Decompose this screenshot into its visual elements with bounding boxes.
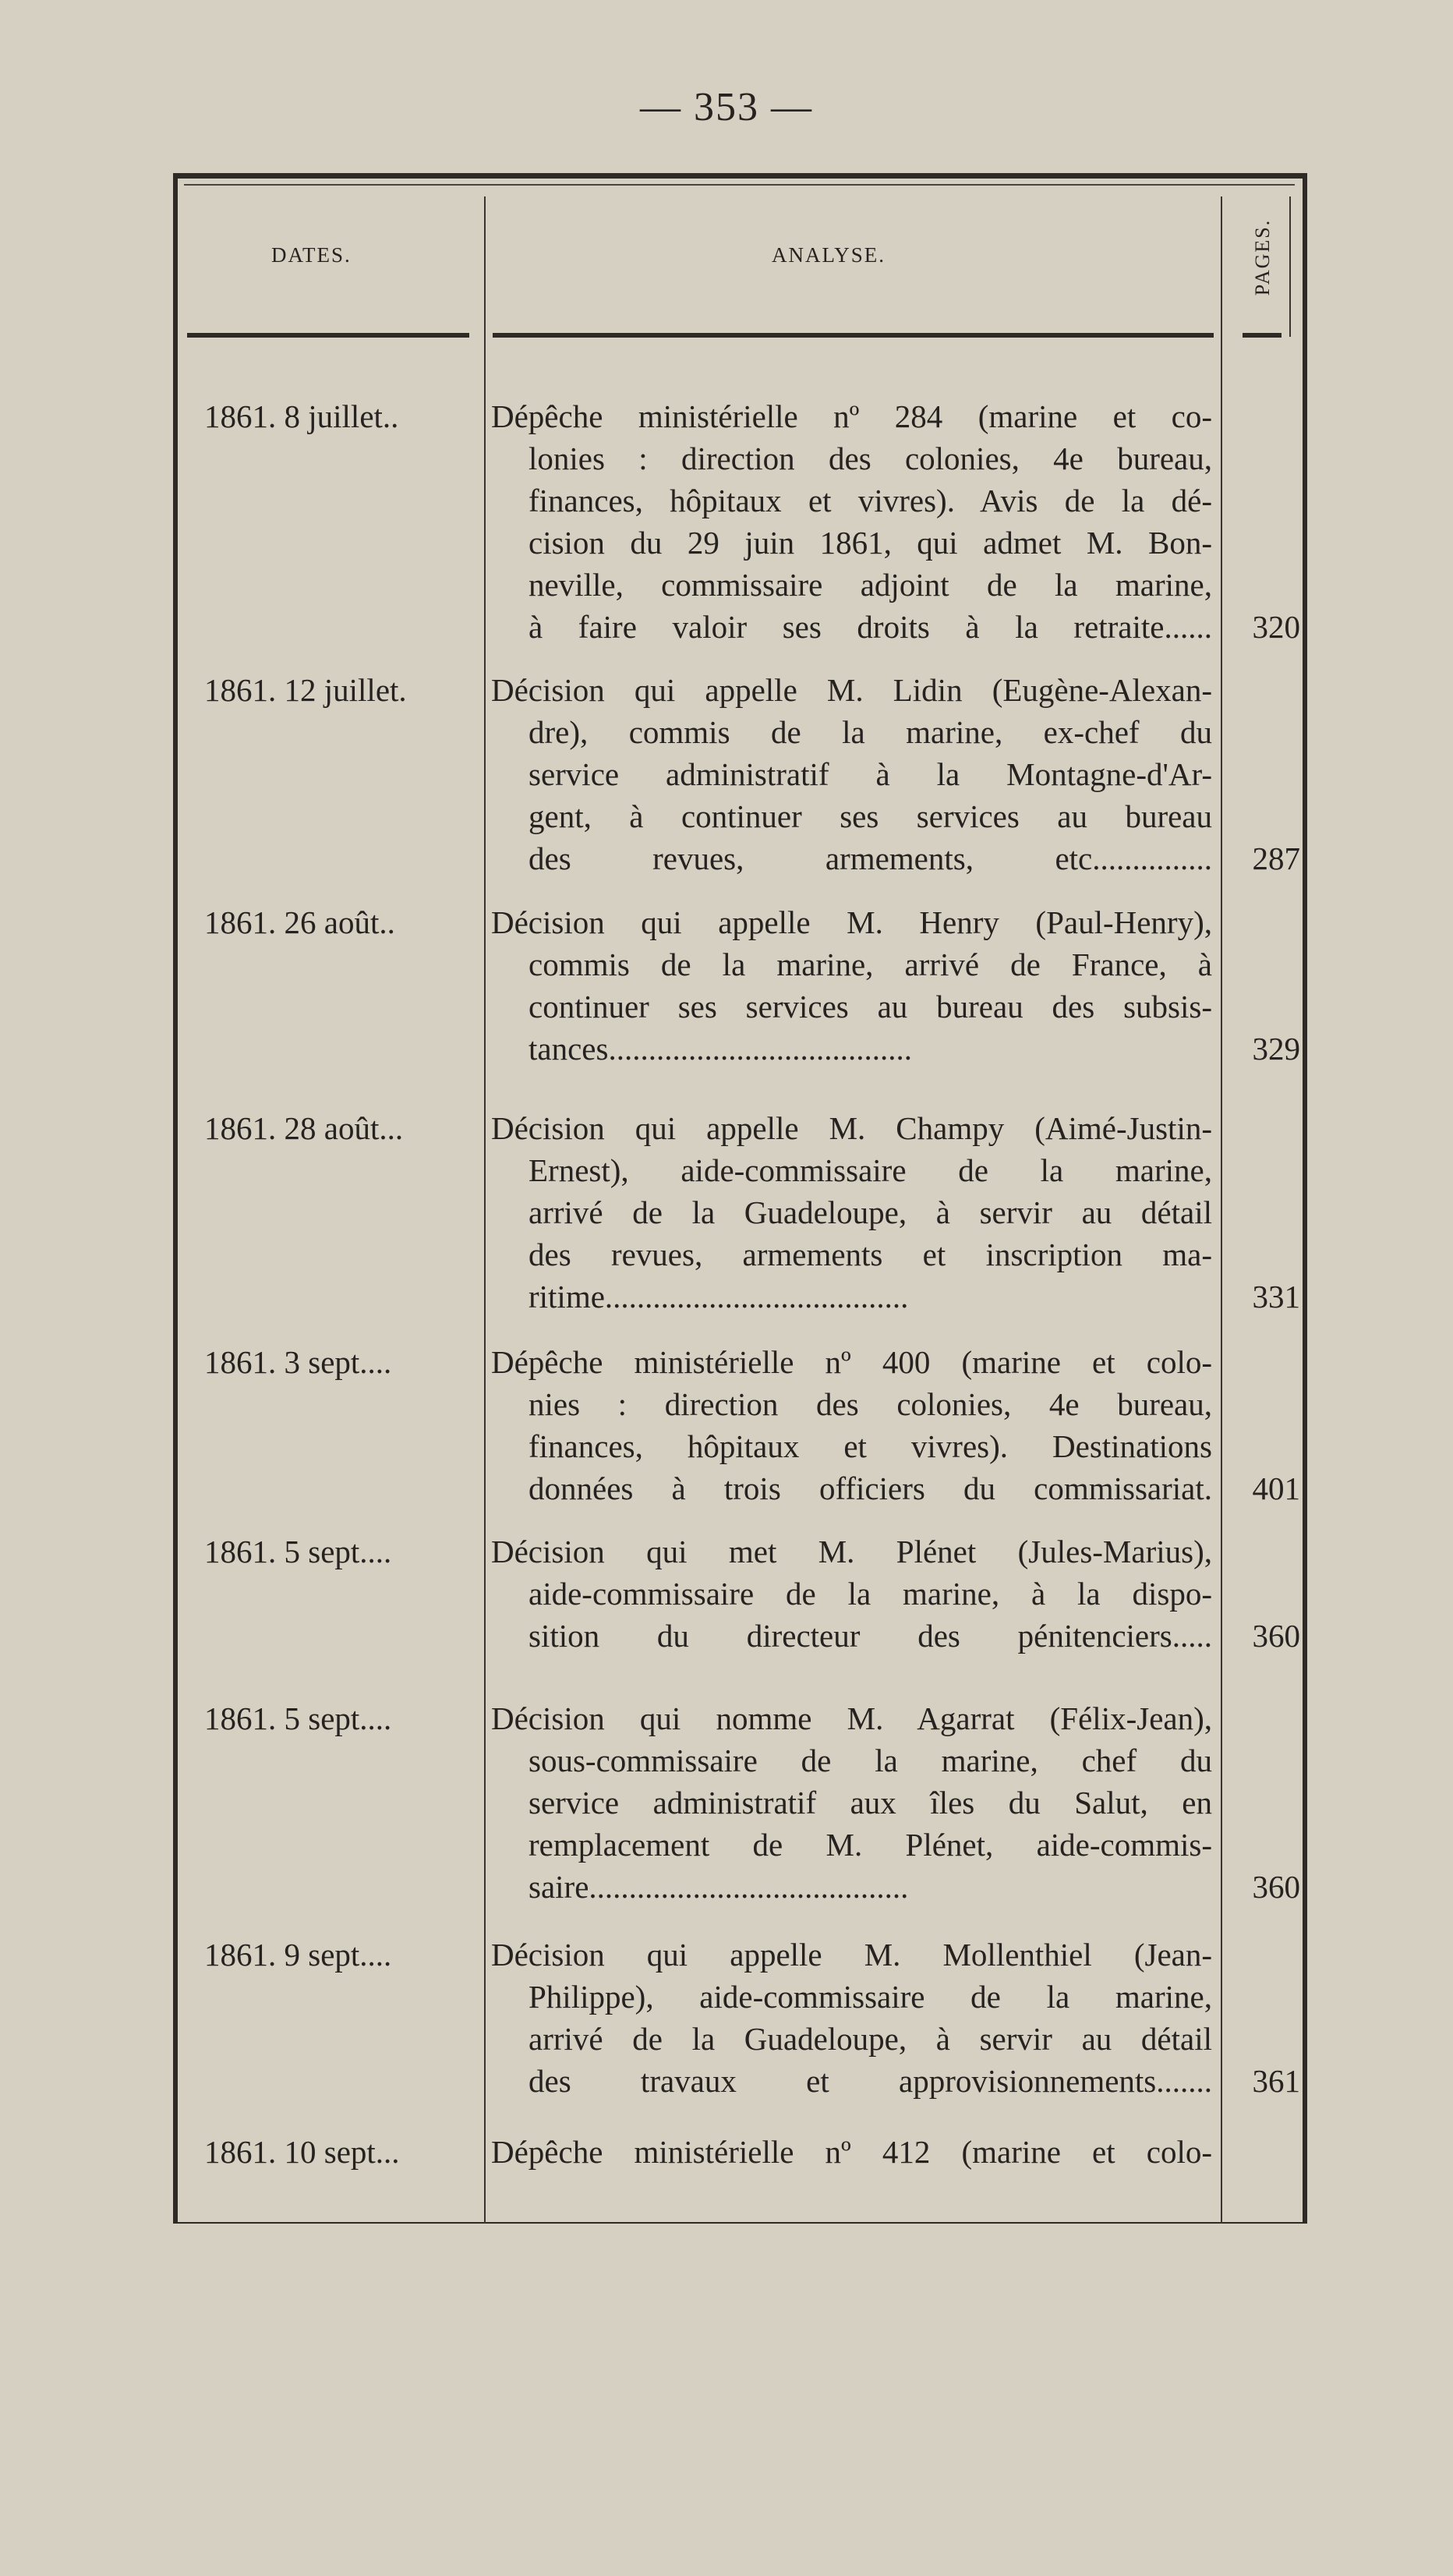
entry-date: 1861. 26 août.. (204, 904, 395, 940)
analysis-line: données à trois officiers du commissariat. (529, 1470, 1212, 1506)
analysis-line: lonies : direction des colonies, 4e bureau, (529, 441, 1212, 476)
analysis-line: ritime...................................... (529, 1279, 909, 1315)
header-pages: PAGES. (1251, 218, 1274, 296)
header-pages-cell (1246, 201, 1280, 313)
entry-analysis (491, 395, 1212, 648)
analysis-line: des revues, armements et inscription ma- (529, 1237, 1212, 1272)
analysis-line: finances, hôpitaux et vivres). Avis de la dé- (529, 483, 1212, 518)
table-inner-top-rule (184, 184, 1295, 186)
header-dates: DATES. (271, 243, 352, 267)
analysis-line: continuer ses services au bureau des subsis- (529, 989, 1212, 1024)
entry-analysis (491, 1530, 1212, 1657)
entry-date: 1861. 5 sept.... (204, 1534, 392, 1569)
entry-analysis (491, 669, 1212, 879)
analysis-line: Décision qui nomme M. Agarrat (Félix-Jean), (491, 1700, 1212, 1736)
entry-analysis (491, 1107, 1212, 1318)
analysis-line: arrivé de la Guadeloupe, à servir au détail (529, 2021, 1212, 2057)
analysis-line: cision du 29 juin 1861, qui admet M. Bon- (529, 525, 1212, 561)
analysis-line: aide-commissaire de la marine, à la dispo- (529, 1576, 1212, 1612)
entry-page-ref: 329 (1252, 1031, 1300, 1067)
entry-date: 1861. 12 juillet. (204, 672, 407, 708)
analysis-line: saire........................................ (529, 1869, 909, 1905)
analysis-line: Décision qui appelle M. Lidin (Eugène-Alexan- (491, 672, 1212, 708)
entry-date: 1861. 3 sept.... (204, 1344, 392, 1380)
column-divider-pages (1289, 196, 1291, 337)
entry-analysis (491, 2131, 1212, 2173)
entry-analysis (491, 901, 1212, 1070)
analysis-line: des revues, armements, etc............... (529, 840, 1212, 876)
analysis-line: remplacement de M. Plénet, aide-commis- (529, 1827, 1212, 1863)
analysis-line: sition du directeur des pénitenciers..... (529, 1618, 1212, 1654)
entry-date: 1861. 5 sept.... (204, 1700, 392, 1736)
analysis-line: nies : direction des colonies, 4e bureau, (529, 1386, 1212, 1422)
column-divider-dates (484, 196, 486, 2224)
entry-date: 1861. 8 juillet.. (204, 398, 399, 434)
analysis-line: Ernest), aide-commissaire de la marine, (529, 1152, 1212, 1188)
analysis-line: service administratif aux îles du Salut, en (529, 1785, 1212, 1821)
entry-analysis (491, 1341, 1212, 1509)
analysis-line: Philippe), aide-commissaire de la marine, (529, 1979, 1212, 2015)
entry-page-ref: 401 (1252, 1470, 1300, 1506)
entry-page-ref: 287 (1252, 840, 1300, 876)
analysis-line: tances...................................... (529, 1031, 912, 1067)
analysis-line: à faire valoir ses droits à la retraite...... (529, 609, 1212, 645)
entry-page-ref: 361 (1252, 2063, 1300, 2099)
entry-analysis (491, 1697, 1212, 1908)
analysis-line: finances, hôpitaux et vivres). Destinations (529, 1428, 1212, 1464)
analysis-line: neville, commissaire adjoint de la marine, (529, 567, 1212, 603)
entry-page-ref: 360 (1252, 1618, 1300, 1654)
header-rule-pages (1243, 333, 1282, 338)
page-number: — 353 — (640, 85, 813, 129)
entry-page-ref: 331 (1252, 1279, 1300, 1315)
analysis-line: sous-commissaire de la marine, chef du (529, 1743, 1212, 1778)
header-rule-analysis (493, 333, 1214, 338)
entry-date: 1861. 10 sept... (204, 2134, 400, 2170)
analysis-line: Dépêche ministérielle nº 284 (marine et co- (491, 398, 1212, 434)
header-analysis: ANALYSE. (772, 243, 886, 267)
entry-date: 1861. 9 sept.... (204, 1937, 392, 1973)
analysis-line: dre), commis de la marine, ex-chef du (529, 714, 1212, 750)
entry-page-ref: 320 (1252, 609, 1300, 645)
column-divider-analysis (1221, 196, 1222, 2224)
analysis-line: Dépêche ministérielle nº 400 (marine et colo- (491, 1344, 1212, 1380)
analysis-line: Décision qui appelle M. Mollenthiel (Jean- (491, 1937, 1212, 1973)
header-rule-dates (187, 333, 469, 338)
entry-analysis (491, 1934, 1212, 2102)
analysis-line: des travaux et approvisionnements....... (529, 2063, 1212, 2099)
analysis-line: Décision qui met M. Plénet (Jules-Marius), (491, 1534, 1212, 1569)
analysis-line: arrivé de la Guadeloupe, à servir au détail (529, 1194, 1212, 1230)
analysis-line: Dépêche ministérielle nº 412 (marine et colo- (491, 2134, 1212, 2170)
analysis-line: service administratif à la Montagne-d'Ar- (529, 756, 1212, 792)
entry-page-ref: 360 (1252, 1869, 1300, 1905)
analysis-line: gent, à continuer ses services au bureau (529, 798, 1212, 834)
entry-date: 1861. 28 août... (204, 1110, 404, 1146)
analysis-line: Décision qui appelle M. Henry (Paul-Henry), (491, 904, 1212, 940)
analysis-line: Décision qui appelle M. Champy (Aimé-Justin- (491, 1110, 1212, 1146)
analysis-line: commis de la marine, arrivé de France, à (529, 947, 1212, 982)
